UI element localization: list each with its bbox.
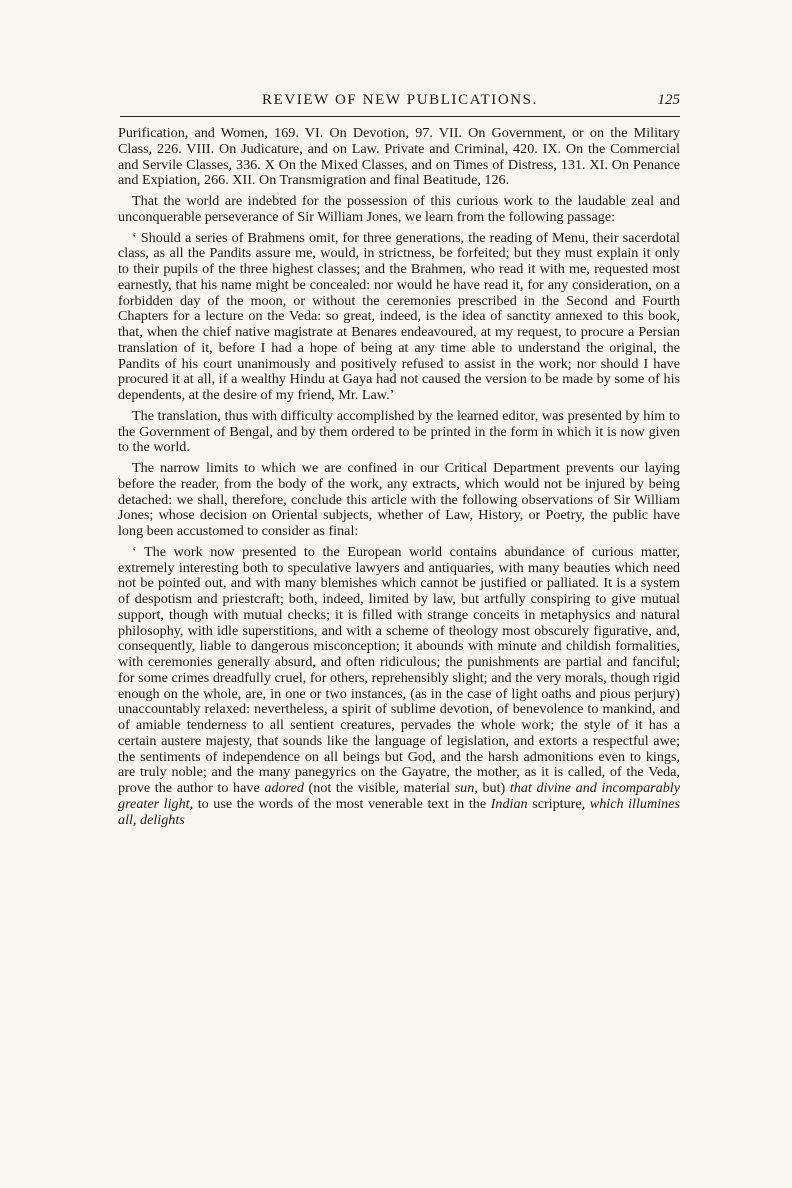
- observations-italic-illumines: which illumines all, delights: [118, 795, 680, 828]
- observations-italic-indian: Indian: [490, 795, 528, 812]
- page-number: 125: [657, 92, 680, 108]
- paragraph-observations: [118, 545, 680, 829]
- page-header: [120, 92, 680, 117]
- paragraph-quotation-jones: ‘ Should a series of Brahmens omit, for three generations, the reading of Menu, their sacerdotal class, as all the Pandits assure me, would, in strictness, be forfeited; but they must explain it only to their pupils of the three highest classes; and the Brahmen, who read it with me, requested most earnestly, that his name might be concealed: nor would he have read it, for any consideration, on a forbidden day of the moon, or without the ceremonies prescribed in the Second and Fourth Chapters for a lecture on the Veda: so great, indeed, is the idea of sanctity annexed to this book, that, when the chief native magistrate at Benares endeavoured, at my request, to procure a Persian translation of it, before I had a hope of being at any time able to understand the original, the Pandits of his court unanimously and positively refused to assist in the work; nor should I have procured it at all, if a wealthy Hindu at Gaya had not caused the version to be made by some of his dependents, at the desire of my friend, Mr. Law.’: [118, 229, 680, 403]
- observations-italic-sun: sun,: [454, 780, 478, 796]
- paragraph-contents-list: Purification, and Women, 169. VI. On Devotion, 97. VII. On Government, or on the Military Class, 226. VIII. On Judicature, and on Law. Private and Criminal, 420. IX. On the Commercial and Servile Classes, 336. X On the Mixed Classes, and on Times of Distress, 131. XI. On Penance and Expiation, 266. XII. On Transmigration and final Beatitude, 126.: [118, 125, 680, 189]
- running-head: REVIEW OF NEW PUBLICATIONS.: [262, 92, 538, 108]
- observations-text-5: scripture,: [532, 795, 586, 812]
- observations-text: ‘ The work now presented to the European world contains abundance of curious matter, extremely interesting both to speculative lawyers and antiquaries, with many beauties which need not be pointed out, and with many blemishes which cannot be justified or palliated. It is a system of despotism and priestcraft; both, indeed, limited by law, but artfully conspiring to give mutual support, though with mutual checks; it is filled with strange conceits in metaphysics and natural philosophy, with idle superstitions, and with a scheme of theology most obscurely figurative, and, consequently, liable to dangerous misconception; it abounds with minute and childish formalities, with ceremonies generally absurd, and often ridiculous; the punishments are partial and fanciful; for some crimes dreadfully cruel, for others, reprehensibly slight; and the very morals, though rigid enough on the whole, are, in one or two instances, (as in the case of light oaths and pious perjury) unaccountably relaxed: nevertheless, a spirit of sublime devotion, of benevolence to mankind, and of amiable tenderness to all sentient creatures, pervades the whole work; the style of it has a certain austere majesty, that sounds like the language of legislation, and extorts a respectful awe; the sentiments of independence on all beings but God, and the harsh admonitions even to kings, are truly noble; and the many panegyrics on the Gayatre, the mother, as it is called, of the Veda, prove the author to have: [118, 543, 680, 796]
- observations-italic-light: that divine and incomparably greater light,: [118, 780, 681, 812]
- observations-text-2: (not the visible, material: [308, 780, 451, 796]
- paragraph-translation: The translation, thus with difficulty accomplished by the learned editor, was presented by him to the Government of Bengal, and by them ordered to be printed in the form in which it is now given to the world.: [118, 407, 680, 456]
- observations-italic-adored: adored: [264, 780, 304, 796]
- body-text: [118, 126, 680, 833]
- observations-text-3: but): [482, 780, 506, 796]
- paragraph-narrow-limits: The narrow limits to which we are confined in our Critical Department prevents our laying before the reader, from the body of the work, any extracts, which would not be injured by being detached: we shall, therefore, conclude this article with the following observations of Sir William Jones; whose decision on Oriental subjects, whether of Law, History, or Poetry, the public have long been accustomed to consider as final:: [118, 460, 680, 539]
- observations-text-4: to use the words of the most venerable text in the: [197, 795, 487, 812]
- paragraph-intro: That the world are indebted for the possession of this curious work to the laudable zeal and unconquerable perseverance of Sir William Jones, we learn from the following passage:: [118, 193, 680, 225]
